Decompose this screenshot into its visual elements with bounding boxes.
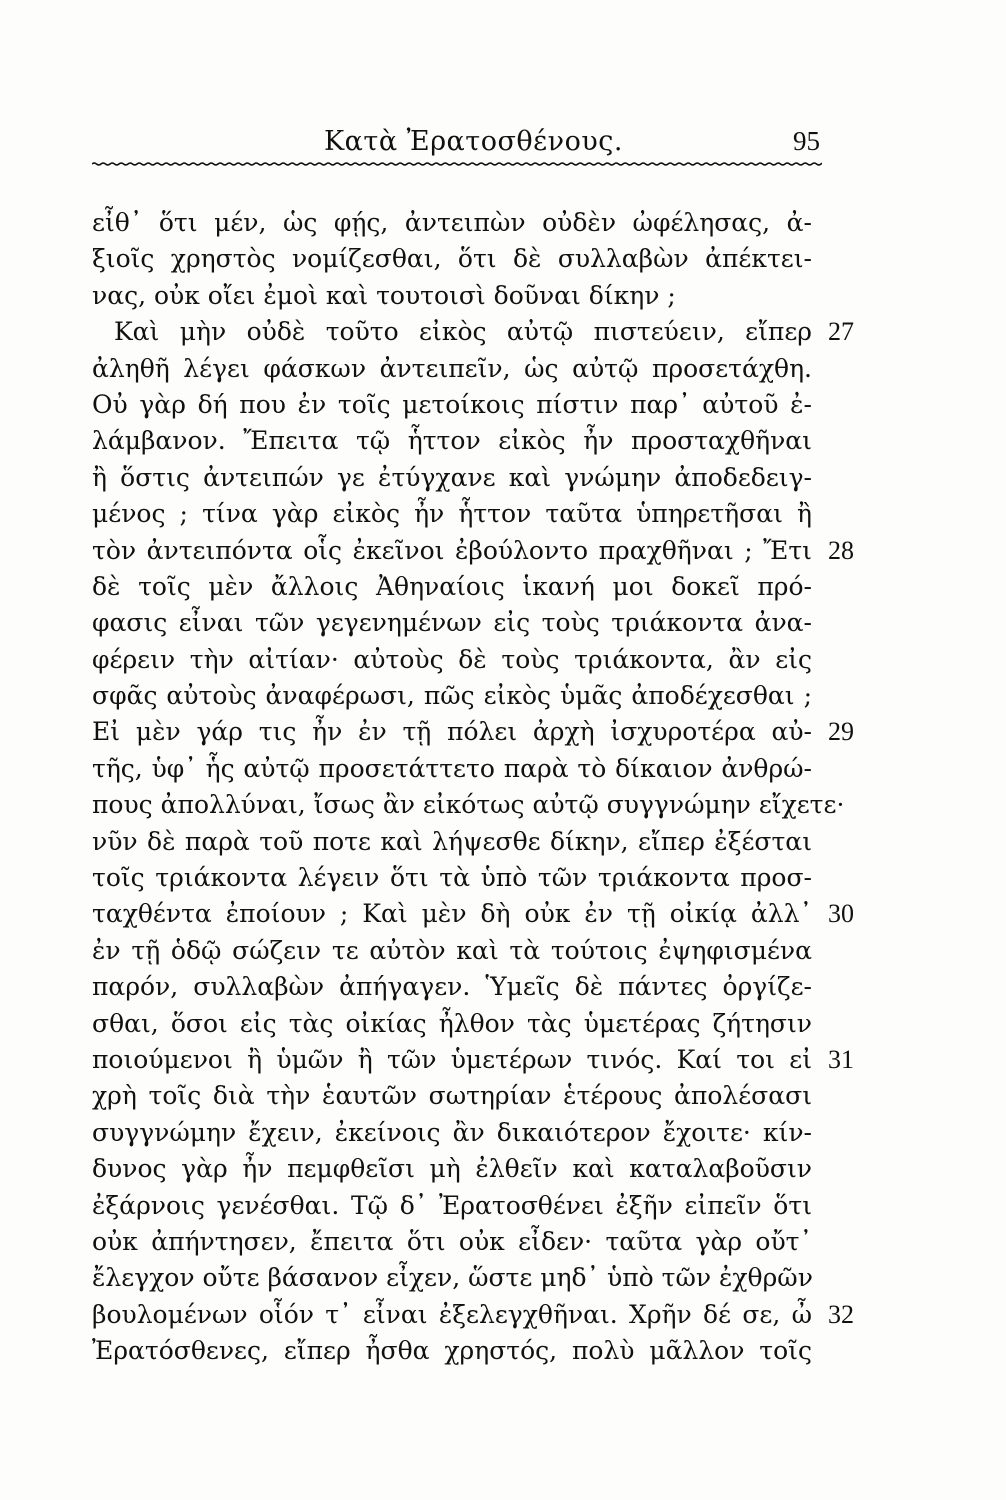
text-line	[92, 933, 812, 969]
text-line-content: φέρειν τὴν αἰτίαν· αὐτοὺς δὲ τοὺς τριάκοντα, ἂν εἰς	[92, 644, 812, 674]
text-line	[92, 642, 812, 678]
text-line-content: ἢ ὅστις ἀντειπών γε ἐτύγχανε καὶ γνώμην ἀποδεδειγ-	[92, 462, 812, 492]
text-line-content: τῆς, ὑφ᾽ ἧς αὐτῷ προσετάττετο παρὰ τὸ δίκαιον ἀνθρώ-	[92, 753, 812, 783]
text-line	[92, 860, 812, 896]
text-line-content: φασις εἶναι τῶν γεγενημένων εἰς τοὺς τριάκοντα ἀνα-	[92, 608, 812, 638]
text-line-content: συγγνώμην ἔχειν, ἐκείνοις ἂν δικαιότερον ἔχοιτε· κίν-	[92, 1117, 812, 1147]
section-number: 31	[828, 1044, 854, 1074]
text-line	[92, 569, 812, 605]
text-line-content: σφᾶς αὐτοὺς ἀναφέρωσι, πῶς εἰκὸς ὑμᾶς ἀποδέχεσθαι ;	[92, 681, 812, 711]
text-line	[92, 387, 812, 423]
text-line-content: Ἐρατόσθενες, εἴπερ ἦσθα χρηστός, πολὺ μᾶλλον τοῖς	[92, 1336, 812, 1366]
text-line	[92, 1260, 812, 1296]
text-line-content: δυνος γὰρ ἦν πεμφθεῖσι μὴ ἐλθεῖν καὶ καταλαβοῦσιν	[92, 1154, 812, 1184]
section-number: 27	[828, 317, 854, 347]
text-line-content: ξιοῖς χρηστὸς νομίζεσθαι, ὅτι δὲ συλλαβὼν ἀπέκτει-	[92, 244, 812, 274]
text-line-content: ποιούμενοι ἢ ὑμῶν ἢ τῶν ὑμετέρων τινός. Καί τοι εἰ	[92, 1044, 812, 1074]
text-line	[92, 1224, 812, 1260]
text-line-content: χρὴ τοῖς διὰ τὴν ἑαυτῶν σωτηρίαν ἑτέρους ἀπολέσασι	[92, 1081, 812, 1111]
text-line-content: δὲ τοῖς μὲν ἄλλοις Ἀθηναίοις ἱκανή μοι δοκεῖ πρό-	[92, 571, 812, 601]
text-line	[92, 1333, 812, 1369]
text-line-content: ἔλεγχον οὔτε βάσανον εἶχεν, ὥστε μηδ᾽ ὑπὸ τῶν ἐχθρῶν	[92, 1263, 813, 1293]
text-line-content: ἀληθῆ λέγει φάσκων ἀντειπεῖν, ὡς αὐτῷ προσετάχθη.	[92, 353, 812, 383]
text-line	[92, 1006, 812, 1042]
text-line	[92, 714, 854, 750]
text-line-content: νας, οὐκ οἴει ἐμοὶ καὶ τουτοισὶ δοῦναι δίκην ;	[92, 280, 676, 310]
text-line	[92, 969, 812, 1005]
text-line	[92, 605, 812, 641]
page-number: 95	[793, 126, 820, 156]
running-head	[92, 120, 822, 160]
text-line-content: ταχθέντα ἐποίουν ; Καὶ μὲν δὴ οὐκ ἐν τῇ οἰκίᾳ ἀλλ᾽	[92, 899, 812, 929]
text-line-content: εἶθ᾽ ὅτι μέν, ὡς φῄς, ἀντειπὼν οὐδὲν ὠφέλησας, ἀ-	[92, 208, 812, 237]
text-line	[92, 241, 812, 277]
section-number: 30	[828, 899, 854, 929]
text-line	[92, 205, 812, 241]
section-number: 28	[828, 535, 854, 565]
text-line	[92, 678, 812, 714]
section-number: 32	[828, 1299, 854, 1329]
text-line-content: βουλομένων οἷόν τ᾽ εἶναι ἐξελεγχθῆναι. Χρῆν δέ σε, ὦ	[92, 1299, 812, 1329]
text-line-content: λάμβανον. Ἔπειτα τῷ ἧττον εἰκὸς ἦν προσταχθῆναι	[92, 426, 812, 456]
text-line	[92, 423, 812, 459]
text-line	[92, 278, 812, 314]
text-line-content: Εἰ μὲν γάρ τις ἦν ἐν τῇ πόλει ἀρχὴ ἰσχυροτέρα αὐ-	[92, 717, 812, 747]
running-title: Κατὰ Ἐρατοσθένους.	[324, 126, 623, 157]
section-number: 29	[828, 717, 854, 747]
text-line	[92, 1042, 854, 1078]
text-line-content: νῦν δὲ παρὰ τοῦ ποτε καὶ λήψεσθε δίκην, εἴπερ ἐξέσται	[92, 826, 812, 856]
text-line-content: τὸν ἀντειπόντα οἷς ἐκεῖνοι ἐβούλοντο πραχθῆναι ; Ἔτι	[92, 535, 812, 565]
text-line-content: πους ἀπολλύναι, ἴσως ἂν εἰκότως αὐτῷ συγγνώμην εἴχετε·	[92, 790, 845, 820]
text-line-content: ἐξάρνοις γενέσθαι. Τῷ δ᾽ Ἐρατοσθένει ἐξῆν εἰπεῖν ὅτι	[92, 1190, 812, 1220]
text-line-content: Καὶ μὴν οὐδὲ τοῦτο εἰκὸς αὐτῷ πιστεύειν, εἴπερ	[114, 317, 812, 347]
text-line	[92, 314, 854, 350]
text-line	[92, 496, 812, 532]
text-line	[92, 787, 845, 823]
text-line	[92, 1115, 812, 1151]
text-line	[92, 460, 812, 496]
text-line	[92, 1188, 812, 1224]
text-line	[92, 896, 854, 932]
text-line-content: παρόν, συλλαβὼν ἀπήγαγεν. Ὑμεῖς δὲ πάντες ὀργίζε-	[92, 972, 812, 1002]
text-line-content: μένος ; τίνα γὰρ εἰκὸς ἦν ἧττον ταῦτα ὑπηρετῆσαι ἢ	[92, 499, 812, 529]
main-text	[92, 205, 854, 1370]
text-line-content: σθαι, ὅσοι εἰς τὰς οἰκίας ἦλθον τὰς ὑμετέρας ζήτησιν	[92, 1008, 812, 1038]
text-line	[92, 533, 854, 569]
text-line	[92, 351, 812, 387]
text-line-content: ἐν τῇ ὁδῷ σώζειν τε αὐτὸν καὶ τὰ τούτοις ἐψηφισμένα	[92, 935, 812, 965]
text-line-content: οὐκ ἀπήντησεν, ἔπειτα ὅτι οὐκ εἶδεν· ταῦτα γὰρ οὔτ᾽	[92, 1226, 812, 1256]
text-line-content: Οὐ γὰρ δή που ἐν τοῖς μετοίκοις πίστιν παρ᾽ αὐτοῦ ἐ-	[92, 389, 812, 419]
header-wavy-rule	[92, 160, 822, 168]
text-line	[92, 1297, 854, 1333]
text-line-content: τοῖς τριάκοντα λέγειν ὅτι τὰ ὑπὸ τῶν τριάκοντα προσ-	[92, 863, 812, 893]
text-line	[92, 1151, 812, 1187]
text-line	[92, 751, 812, 787]
text-line	[92, 1078, 812, 1114]
text-line	[92, 824, 812, 860]
